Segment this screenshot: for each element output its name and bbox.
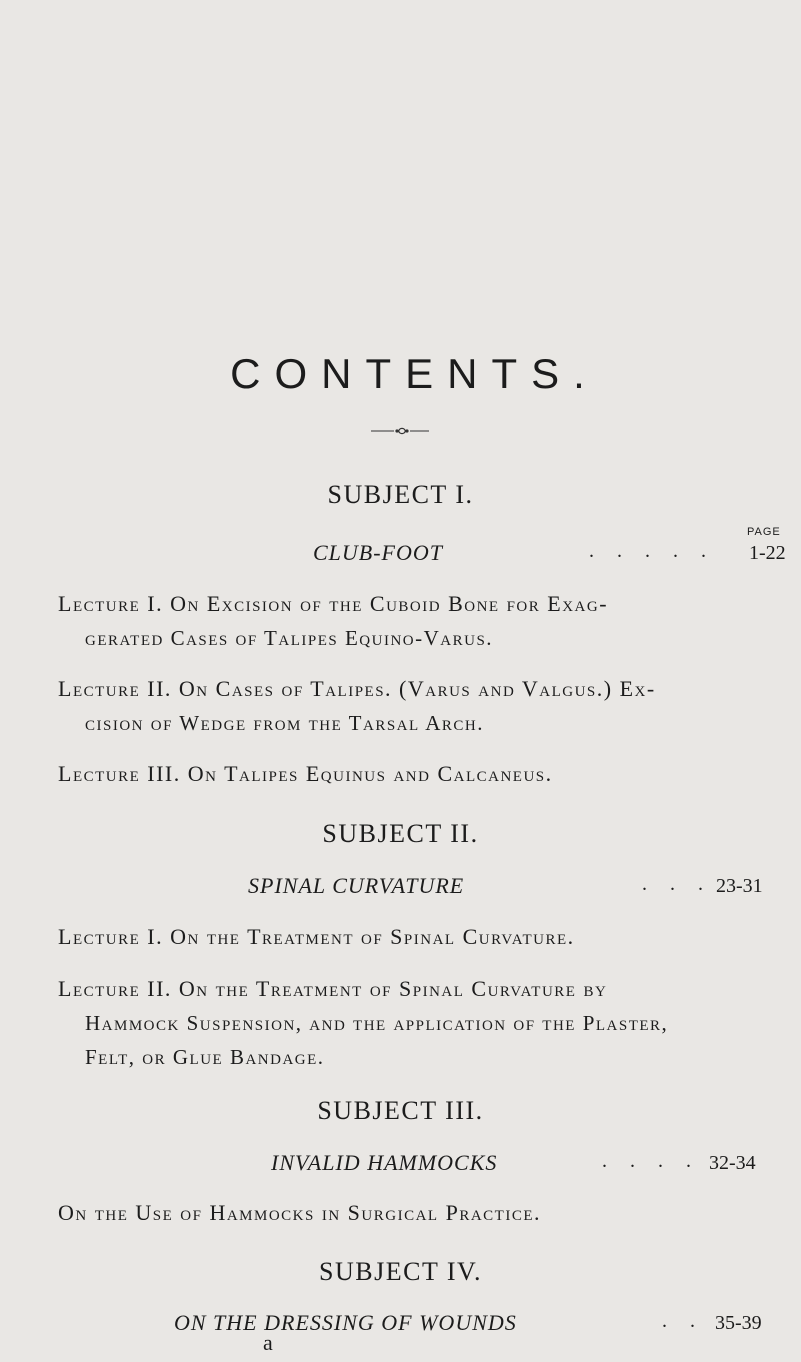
- lecture-line: Felt, or Glue Bandage.: [85, 1045, 325, 1069]
- page-range: 35-39: [715, 1312, 762, 1334]
- subject-label: SUBJECT III.: [317, 1096, 484, 1125]
- lecture-line: On the Use of Hammocks in Surgical Practice.: [58, 1200, 541, 1225]
- subject-heading: CLUB-FOOT: [313, 540, 444, 565]
- lecture-entry: [58, 587, 608, 655]
- subject-heading: INVALID HAMMOCKS: [271, 1150, 498, 1175]
- lecture-entry: [58, 672, 656, 740]
- ornament-divider: [371, 427, 429, 435]
- subject-label: SUBJECT I.: [327, 480, 474, 509]
- lecture-line: Hammock Suspension, and the application of the Plaster,: [85, 1011, 669, 1035]
- lecture-line: cision of Wedge from the Tarsal Arch.: [85, 711, 485, 735]
- leader-dots: . .: [662, 1310, 704, 1332]
- subject-heading: ON THE DRESSING OF WOUNDS: [174, 1310, 517, 1335]
- lecture-line: Lecture II. On the Treatment of Spinal Curvature by: [58, 976, 608, 1001]
- subject-label: SUBJECT IV.: [319, 1257, 482, 1286]
- lecture-entry: [58, 972, 668, 1074]
- page-column-label: PAGE: [747, 526, 781, 538]
- page-range: 23-31: [716, 875, 763, 897]
- leader-dots: . . . . .: [589, 540, 715, 562]
- page-range: 32-34: [709, 1152, 756, 1174]
- lecture-line: Lecture I. On Excision of the Cuboid Bone for Exag-: [58, 591, 609, 616]
- lecture-line: Lecture III. On Talipes Equinus and Calcaneus.: [58, 761, 553, 786]
- leader-dots: . . . .: [602, 1150, 700, 1172]
- lecture-entry: [58, 757, 553, 791]
- lecture-entry: [58, 920, 575, 954]
- page-title: CONTENTS.: [230, 350, 599, 397]
- lecture-line: Lecture II. On Cases of Talipes. (Varus and Valgus.) Ex-: [58, 676, 656, 701]
- lecture-line: Lecture I. On the Treatment of Spinal Curvature.: [58, 924, 575, 949]
- page-range: 1-22: [749, 542, 786, 564]
- lecture-line: gerated Cases of Talipes Equino-Varus.: [85, 626, 494, 650]
- subject-label: SUBJECT II.: [322, 819, 479, 848]
- subject-heading: SPINAL CURVATURE: [248, 873, 465, 898]
- signature-mark: a: [263, 1330, 273, 1355]
- lecture-entry: [58, 1196, 541, 1230]
- leader-dots: . . .: [642, 873, 712, 895]
